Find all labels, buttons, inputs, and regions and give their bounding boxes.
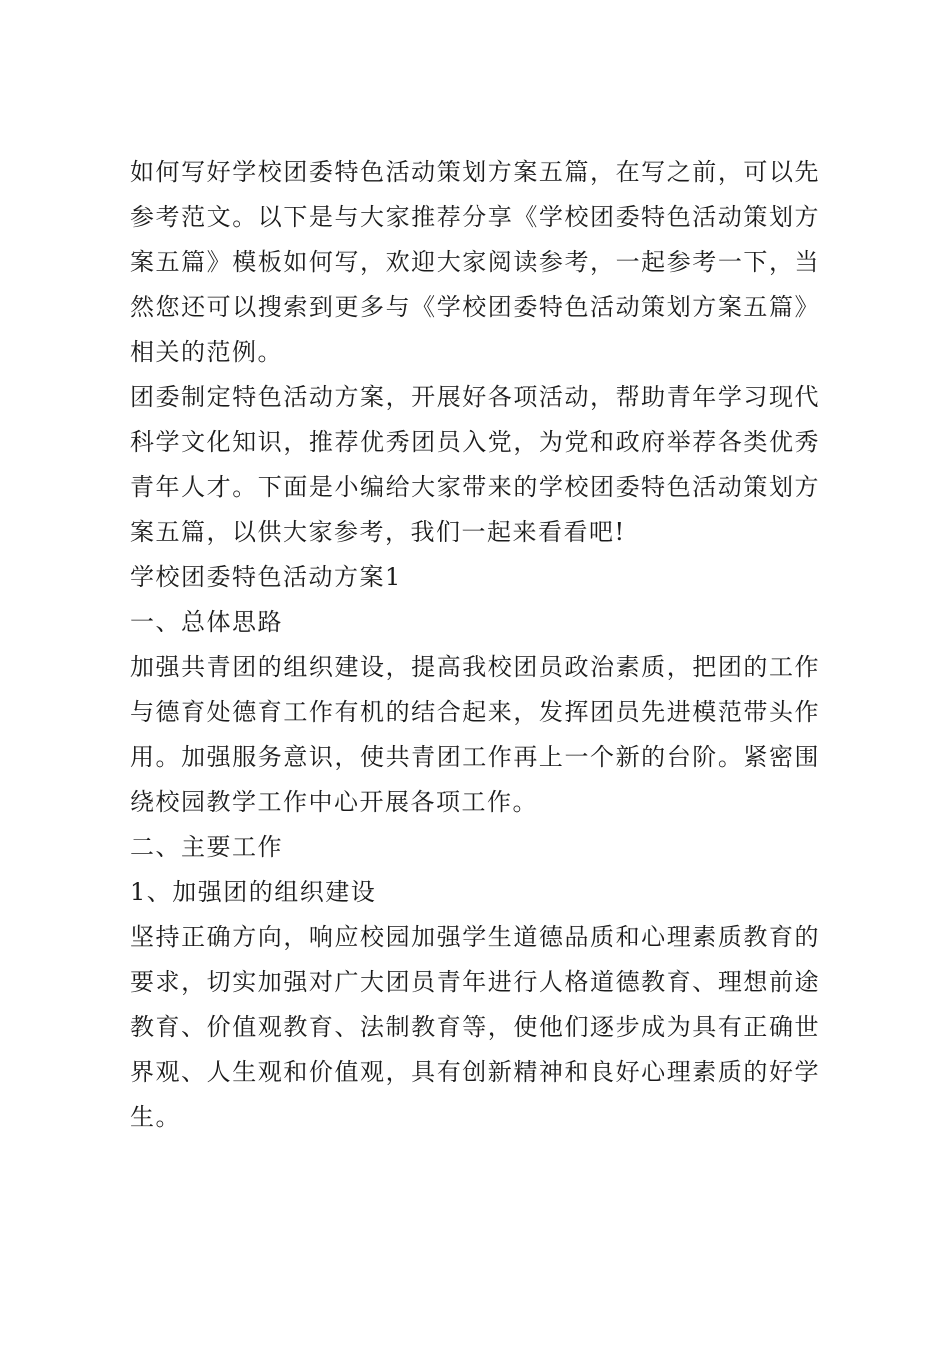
section-heading-overall-thinking: 一、总体思路 xyxy=(130,608,283,636)
intro-paragraph: 如何写好学校团委特色活动策划方案五篇，在写之前，可以先参考范文。以下是与大家推荐分享《学校团委特色活动策划方案五篇》模板如何写，欢迎大家阅读参考，一起参考一下，当然您还可以搜索到更多与《学校团委特色活动策划方案五篇》相关的范例。 xyxy=(130,158,820,366)
plan-title: 学校团委特色活动方案1 xyxy=(130,563,402,591)
overview-paragraph: 团委制定特色活动方案，开展好各项活动，帮助青年学习现代科学文化知识，推荐优秀团员入党，为党和政府举荐各类优秀青年人才。下面是小编给大家带来的学校团委特色活动策划方案五篇，以供大家参考，我们一起来看看吧! xyxy=(130,383,820,546)
document-body xyxy=(130,150,820,1140)
section-heading-main-work: 二、主要工作 xyxy=(130,833,283,861)
subsection-heading-organization: 1、加强团的组织建设 xyxy=(130,878,377,906)
organization-paragraph: 坚持正确方向，响应校园加强学生道德品质和心理素质教育的要求，切实加强对广大团员青年进行人格道德教育、理想前途教育、价值观教育、法制教育等，使他们逐步成为具有正确世界观、人生观和价值观，具有创新精神和良好心理素质的好学生。 xyxy=(130,923,820,1131)
overall-thinking-paragraph: 加强共青团的组织建设，提高我校团员政治素质，把团的工作与德育处德育工作有机的结合起来，发挥团员先进模范带头作用。加强服务意识，使共青团工作再上一个新的台阶。紧密围绕校园教学工作中心开展各项工作。 xyxy=(130,653,820,816)
